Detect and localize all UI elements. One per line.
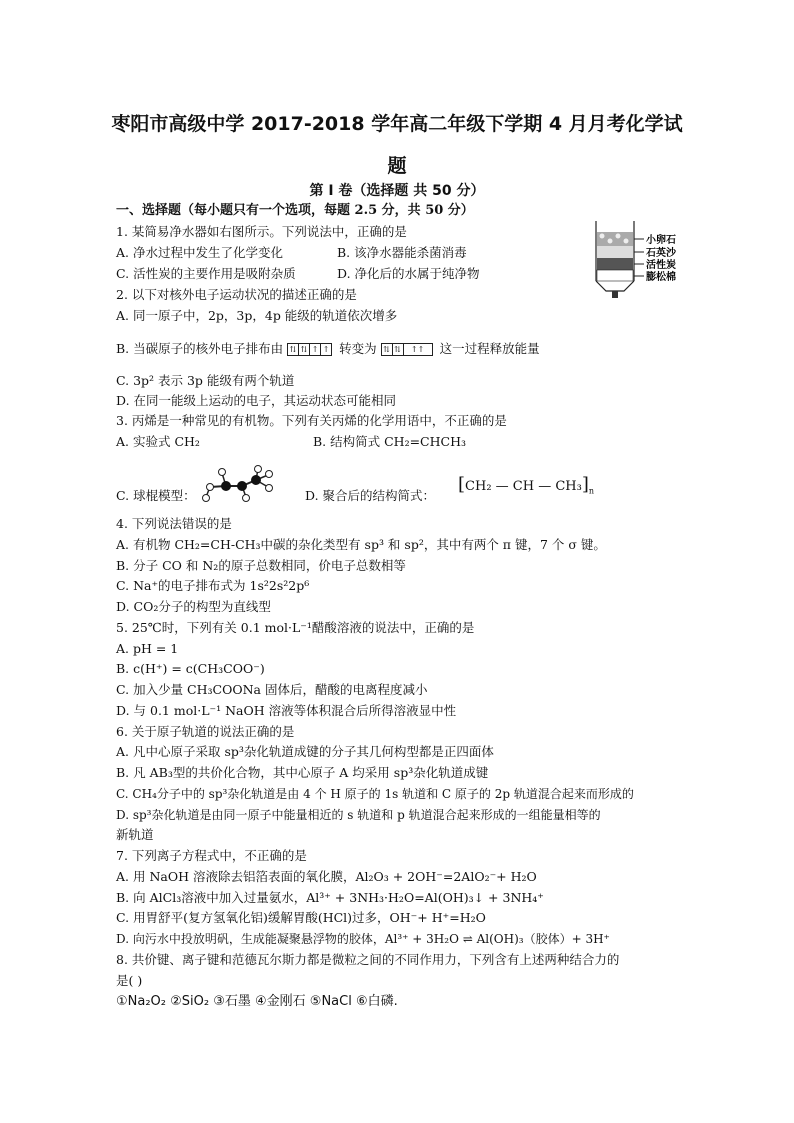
- ball-stick-model: [200, 465, 280, 505]
- q5-option-d: D. 与 0.1 mol·L⁻¹ NaOH 溶液等体积混合后所得溶液显中性: [116, 703, 457, 718]
- q8-stem-line2: 是( ): [116, 973, 143, 988]
- q2-option-a: A. 同一原子中，2p，3p，4p 能级的轨道依次增多: [116, 308, 398, 323]
- orbital-diagram-before: ⇅ ⇅ ↑ ↑: [287, 341, 335, 356]
- q5-stem: 5. 25℃时，下列有关 0.1 mol·L⁻¹醋酸溶液的说法中，正确的是: [116, 620, 475, 635]
- q5-option-b: B. c(H⁺) = c(CH₃COO⁻): [116, 661, 265, 676]
- q2-option-c: C. 3p² 表示 3p 能级有两个轨道: [116, 373, 295, 388]
- q6-option-c: C. CH₄分子中的 sp³杂化轨道是由 4 个 H 原子的 1s 轨道和 C 原子的 2p 轨道混合起来而形成的: [116, 787, 634, 801]
- q5-option-c: C. 加入少量 CH₃COONa 固体后，醋酸的电离程度减小: [116, 682, 428, 697]
- q3-option-d: D. 聚合后的结构简式：: [305, 488, 436, 503]
- q3-option-a: A. 实验式 CH₂: [116, 434, 200, 449]
- q1-stem: 1. 某简易净水器如右图所示。下列说法中，正确的是: [116, 224, 407, 239]
- q8-options: ①Na₂O₂ ②SiO₂ ③石墨 ④金刚石 ⑤NaCl ⑥白磷.: [116, 994, 398, 1009]
- q7-option-d: D. 向污水中投放明矾，生成能凝聚悬浮物的胶体，Al³⁺ + 3H₂O ⇌ Al(OH)₃（胶体）+ 3H⁺: [116, 932, 610, 946]
- q7-stem: 7. 下列离子方程式中，不正确的是: [116, 848, 307, 863]
- q2-option-b: [116, 341, 540, 357]
- q5-option-a: A. pH = 1: [116, 641, 179, 656]
- filter-label-cotton: 膨松棉: [646, 272, 676, 283]
- q6-stem: 6. 关于原子轨道的说法正确的是: [116, 724, 295, 739]
- q7-option-a: A. 用 NaOH 溶液除去铝箔表面的氧化膜，Al₂O₃ + 2OH⁻=2AlO₂⁻+ H₂O: [116, 869, 537, 884]
- section-heading: 第 I 卷（选择题 共 50 分）: [309, 183, 485, 199]
- filter-label-sand: 石英沙: [646, 248, 676, 259]
- q4-stem: 4. 下列说法错误的是: [116, 516, 232, 531]
- q1-option-a: A. 净水过程中发生了化学变化: [116, 245, 283, 260]
- filter-label-pebbles: 小卵石: [646, 235, 676, 246]
- q2-b-middle: 转变为: [339, 341, 377, 356]
- filter-label-carbon: 活性炭: [646, 260, 676, 271]
- q2-stem: 2. 以下对核外电子运动状况的描述正确的是: [116, 287, 357, 302]
- q4-option-d: D. CO₂分子的构型为直线型: [116, 599, 271, 614]
- q4-option-c: C. Na⁺的电子排布式为 1s²2s²2p⁶: [116, 578, 310, 593]
- q7-option-c: C. 用胃舒平(复方氢氧化铝)缓解胃酸(HCl)过多，OH⁻+ H⁺=H₂O: [116, 910, 486, 925]
- polymer-formula: [CH₂ — CH — $CH_3]_n$: [458, 474, 595, 496]
- q1-option-d: D. 净化后的水属于纯净物: [337, 266, 480, 281]
- polymer-repeat-unit: CH₂ — CH — CH₃: [465, 479, 582, 494]
- q6-option-d-line2: 新轨道: [116, 827, 154, 842]
- q1-option-c: C. 活性炭的主要作用是吸附杂质: [116, 266, 296, 281]
- q3-stem: 3. 丙烯是一种常见的有机物。下列有关丙烯的化学用语中，不正确的是: [116, 413, 507, 428]
- part-heading: 一、选择题（每小题只有一个选项，每题 2.5 分，共 50 分）: [116, 203, 474, 218]
- q2-b-prefix: B. 当碳原子的核外电子排布由: [116, 341, 284, 356]
- q6-option-d-line1: D. sp³杂化轨道是由同一原子中能量相近的 s 轨道和 p 轨道混合起来形成的一组能量相等的: [116, 808, 601, 822]
- exam-title-line2: 题: [387, 155, 407, 177]
- q6-option-b: B. 凡 AB₃型的共价化合物，其中心原子 A 均采用 sp³杂化轨道成键: [116, 765, 489, 780]
- q6-option-a: A. 凡中心原子采取 sp³杂化轨道成键的分子其几何构型都是正四面体: [116, 744, 494, 759]
- q4-option-a: A. 有机物 CH₂=CH-CH₃中碳的杂化类型有 sp³ 和 sp²，其中有两个 π 键，7 个 σ 键。: [116, 537, 606, 552]
- orbital-diagram-after: ⇅ ⇅ ↑↑: [381, 341, 436, 356]
- q1-option-b: B. 该净水器能杀菌消毒: [337, 245, 467, 260]
- q2-b-suffix: 这一过程释放能量: [439, 341, 540, 356]
- q7-option-b: B. 向 AlCl₃溶液中加入过量氨水，Al³⁺ + 3NH₃·H₂O=Al(OH)₃↓ + 3NH₄⁺: [116, 890, 544, 905]
- q2-option-d: D. 在同一能级上运动的电子，其运动状态可能相同: [116, 393, 397, 408]
- q4-option-b: B. 分子 CO 和 N₂的原子总数相同，价电子总数相等: [116, 558, 406, 573]
- q3-option-b: B. 结构简式 CH₂=CHCH₃: [313, 434, 466, 449]
- q3-option-c: C. 球棍模型：: [116, 488, 196, 503]
- q8-stem-line1: 8. 共价键、离子键和范德瓦尔斯力都是微粒之间的不同作用力，下列含有上述两种结合力的: [116, 952, 620, 967]
- water-filter-figure: [588, 219, 688, 299]
- exam-title-line1: 枣阳市高级中学 2017-2018 学年高二年级下学期 4 月月考化学试: [111, 113, 683, 135]
